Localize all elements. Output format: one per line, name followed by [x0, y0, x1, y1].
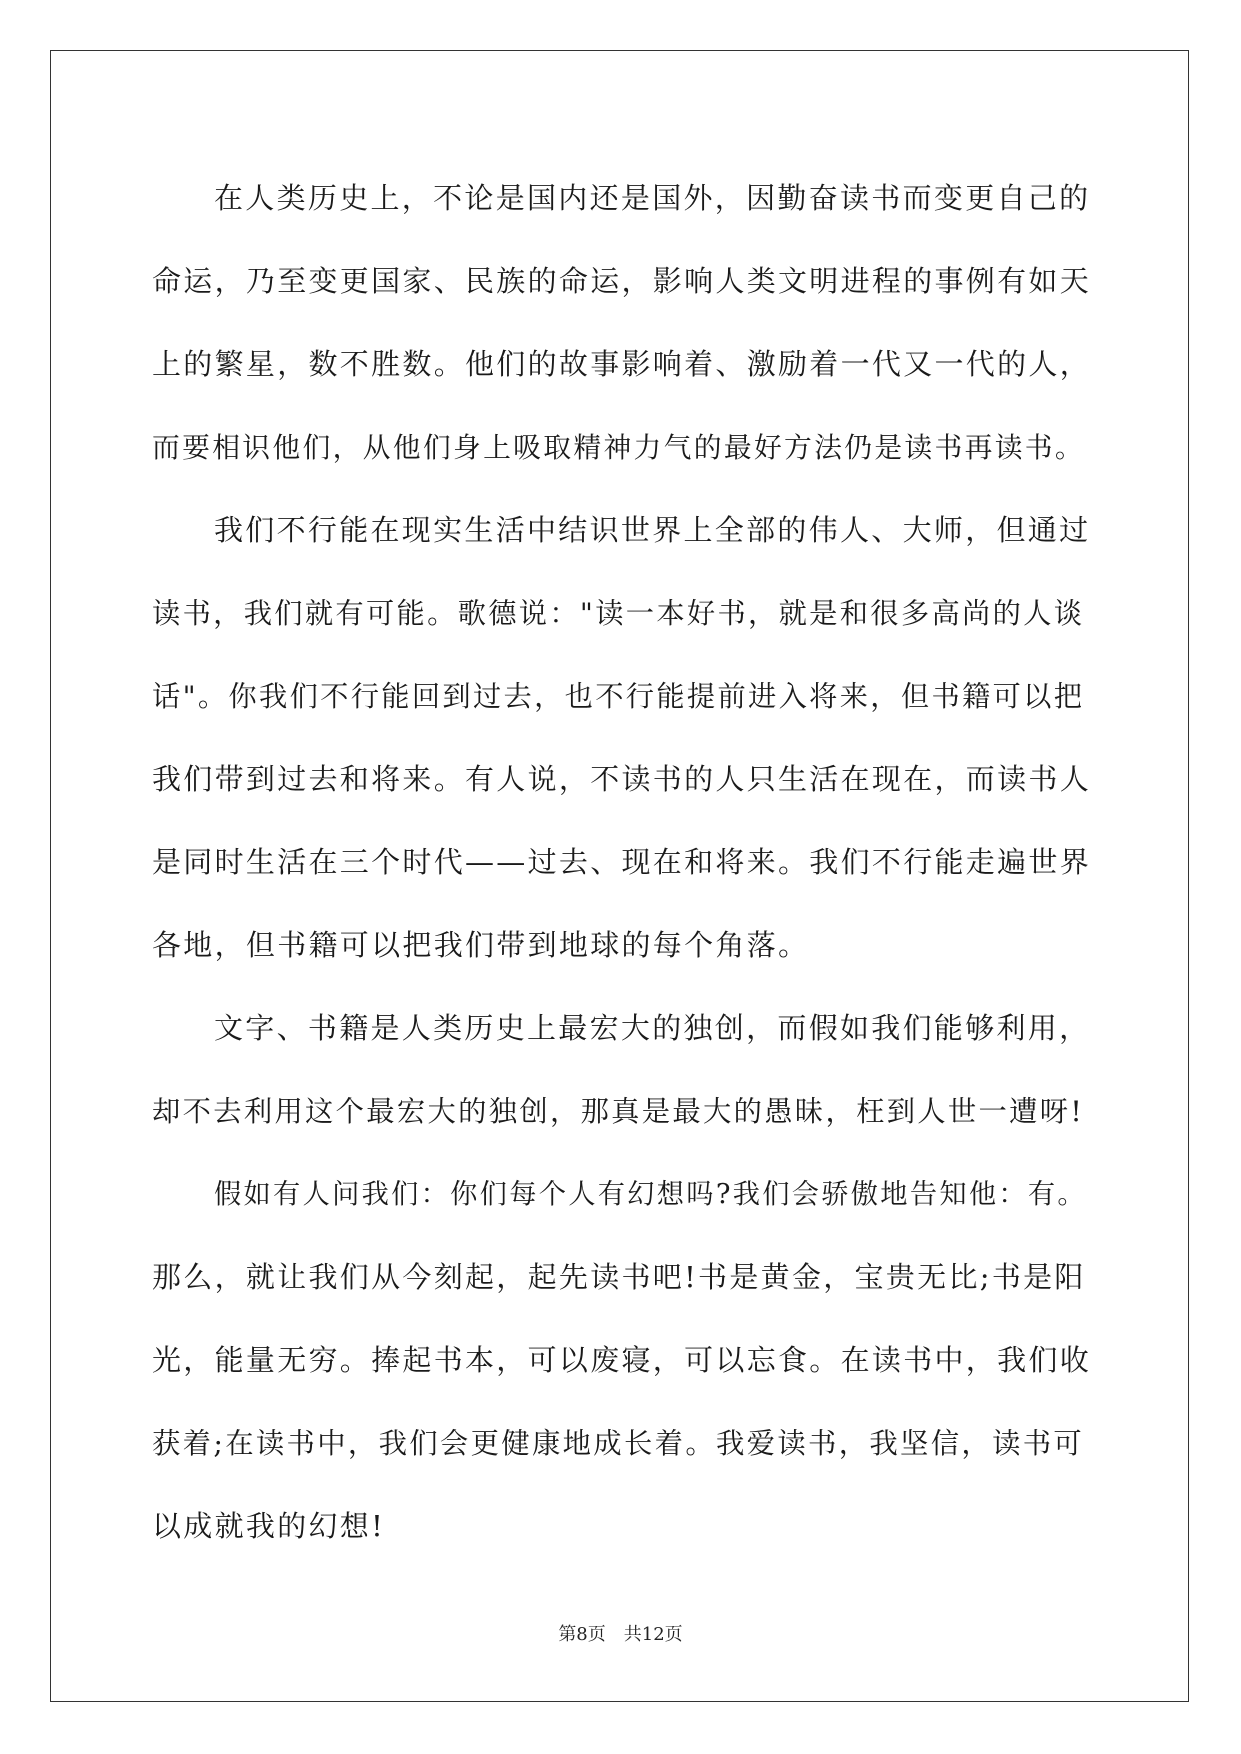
paragraph-line: 以成就我的幻想! — [152, 1509, 386, 1543]
paragraph-line: 话"。你我们不行能回到过去，也不行能提前进入将来，但书籍可以把 — [152, 680, 1085, 713]
paragraph-line: 上的繁星，数不胜数。他们的故事影响着、激励着一代又一代的人， — [152, 347, 1092, 381]
paragraph-line: 读书，我们就有可能。歌德说："读一本好书，就是和很多高尚的人谈 — [152, 597, 1085, 630]
paragraph-line: 假如有人问我们：你们每个人有幻想吗?我们会骄傲地告知他：有。 — [214, 1179, 1087, 1210]
page-total: 共12页 — [623, 1624, 683, 1645]
paragraph-4 — [152, 1153, 1092, 1568]
paragraph-line: 我们不行能在现实生活中结识世界上全部的伟人、大师，但通过 — [214, 513, 1091, 547]
paragraph-line: 而要相识他们，从他们身上吸取精神力气的最好方法仍是读书再读书。 — [152, 431, 1086, 464]
paragraph-line: 是同时生活在三个时代——过去、现在和将来。我们不行能走遍世界 — [152, 845, 1092, 879]
paragraph-line: 命运，乃至变更国家、民族的命运，影响人类文明进程的事例有如天 — [152, 264, 1092, 298]
paragraph-line: 那么，就让我们从今刻起，起先读书吧!书是黄金，宝贵无比;书是阳 — [152, 1260, 1086, 1294]
paragraph-line: 我们带到过去和将来。有人说，不读书的人只生活在现在，而读书人 — [152, 762, 1092, 796]
paragraph-3 — [152, 987, 1092, 1153]
paragraph-line: 文字、书籍是人类历史上最宏大的独创，而假如我们能够利用， — [214, 1011, 1091, 1045]
paragraph-line: 在人类历史上，不论是国内还是国外，因勤奋读书而变更自己的 — [214, 181, 1091, 215]
document-body — [152, 157, 1092, 1568]
page-footer — [0, 1620, 1241, 1646]
paragraph-line: 却不去利用这个最宏大的独创，那真是最大的愚昧，枉到人世一遭呀! — [152, 1095, 1085, 1128]
paragraph-line: 各地，但书籍可以把我们带到地球的每个角落。 — [152, 928, 810, 962]
paragraph-2 — [152, 489, 1092, 987]
paragraph-line: 获着;在读书中，我们会更健康地成长着。我爱读书，我坚信，读书可 — [152, 1427, 1085, 1460]
paragraph-line: 光，能量无穷。捧起书本，可以废寝，可以忘食。在读书中，我们收 — [152, 1343, 1092, 1377]
page-number: 第8页 — [558, 1624, 606, 1645]
paragraph-1 — [152, 157, 1092, 489]
